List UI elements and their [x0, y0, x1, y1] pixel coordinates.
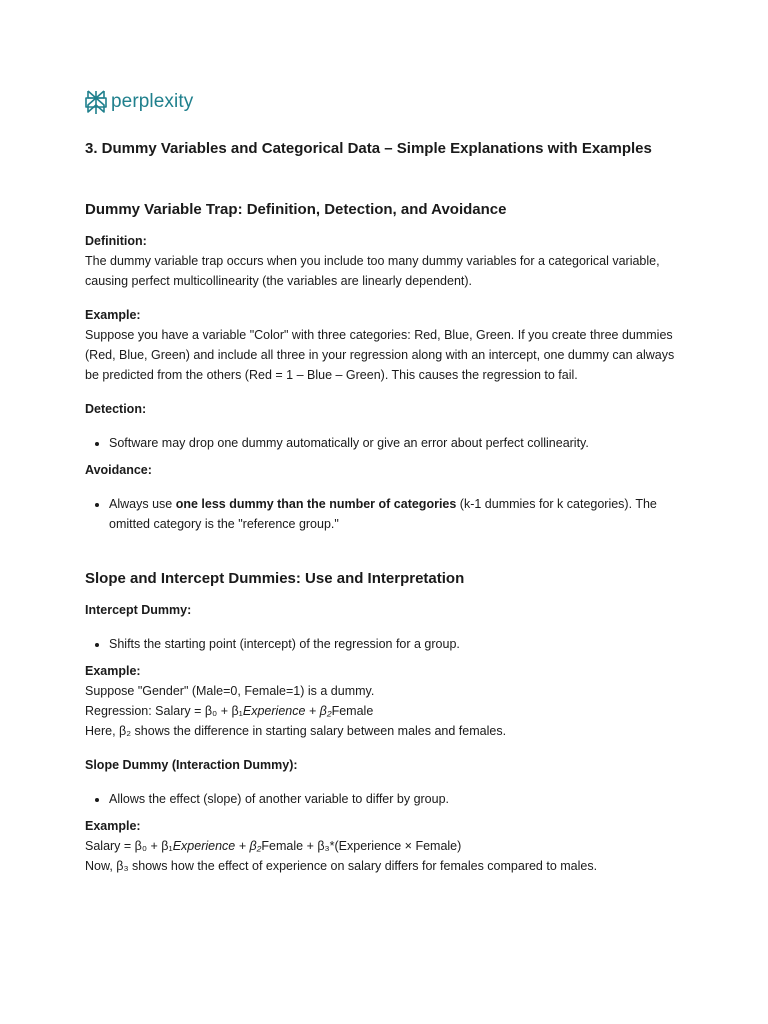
example-label: Example:: [85, 308, 141, 322]
example-line: Here, β₂ shows the difference in starting salary between males and females.: [85, 724, 507, 738]
section-heading-trap: Dummy Variable Trap: Definition, Detection, and Avoidance: [85, 201, 507, 218]
formula-post: Female + β₃*(Experience × Female): [261, 839, 462, 853]
definition-text: The dummy variable trap occurs when you include too many dummy variables for a categorical variable, causing perfect multicollinearity (the variables are linearly dependent).: [85, 254, 660, 288]
brand-name: perplexity: [111, 91, 194, 112]
formula-italic: Experience + β₂: [242, 704, 332, 718]
avoidance-emphasis: one less dummy than the number of categories: [175, 497, 457, 511]
perplexity-logo-icon: [85, 89, 107, 115]
avoidance-pre: Always use: [109, 497, 176, 511]
slope-list: [85, 789, 685, 809]
definition-label: Definition:: [85, 234, 147, 248]
slope-dummy-label: Slope Dummy (Interaction Dummy):: [85, 758, 298, 772]
avoidance-post: (k-1 dummies for k categories). The omitted category is the "reference group.": [109, 497, 657, 531]
intercept-dummy-label: Intercept Dummy:: [85, 603, 192, 617]
formula-pre: Regression: Salary = β₀ + β₁: [85, 704, 243, 718]
slope-intercept-section: [85, 568, 685, 876]
detection-list: [85, 433, 685, 453]
document-body: [85, 199, 685, 876]
list-item: [109, 494, 685, 534]
dummy-trap-section: [85, 199, 685, 534]
example-line: Now, β₃ shows how the effect of experience on salary differs for females compared to males.: [85, 859, 598, 873]
example-label: Example:: [85, 819, 141, 833]
formula-post: Female: [331, 704, 374, 718]
intercept-list: [85, 634, 685, 654]
example-line: Suppose "Gender" (Male=0, Female=1) is a dummy.: [85, 684, 375, 698]
list-item: • Allows the effect (slope) of another variable to differ by group.: [109, 789, 685, 809]
section-heading-slope: Slope and Intercept Dummies: Use and Interpretation: [85, 570, 465, 587]
avoidance-list: [85, 494, 685, 534]
detection-label: Detection:: [85, 402, 147, 416]
example-text: Suppose you have a variable "Color" with three categories: Red, Blue, Green. If you create three dummies (Red, Blue, Green) and include all three in your regression along with an intercept, one dummy can always be predicted from the others (Red = 1 – Blue – Green). This causes the regression to fail.: [85, 328, 675, 382]
example-label: Example:: [85, 664, 141, 678]
formula-pre: Salary = β₀ + β₁: [85, 839, 173, 853]
brand-logo: [85, 88, 193, 116]
document-title: 3. Dummy Variables and Categorical Data – Simple Explanations with Examples: [85, 140, 652, 157]
list-item: • Shifts the starting point (intercept) of the regression for a group.: [109, 634, 685, 654]
formula-italic: Experience + β₂: [172, 839, 262, 853]
regression-formula: [85, 701, 685, 721]
avoidance-label: Avoidance:: [85, 463, 152, 477]
interaction-formula: [85, 836, 685, 856]
list-item: • Software may drop one dummy automatically or give an error about perfect collinearity.: [109, 433, 685, 453]
